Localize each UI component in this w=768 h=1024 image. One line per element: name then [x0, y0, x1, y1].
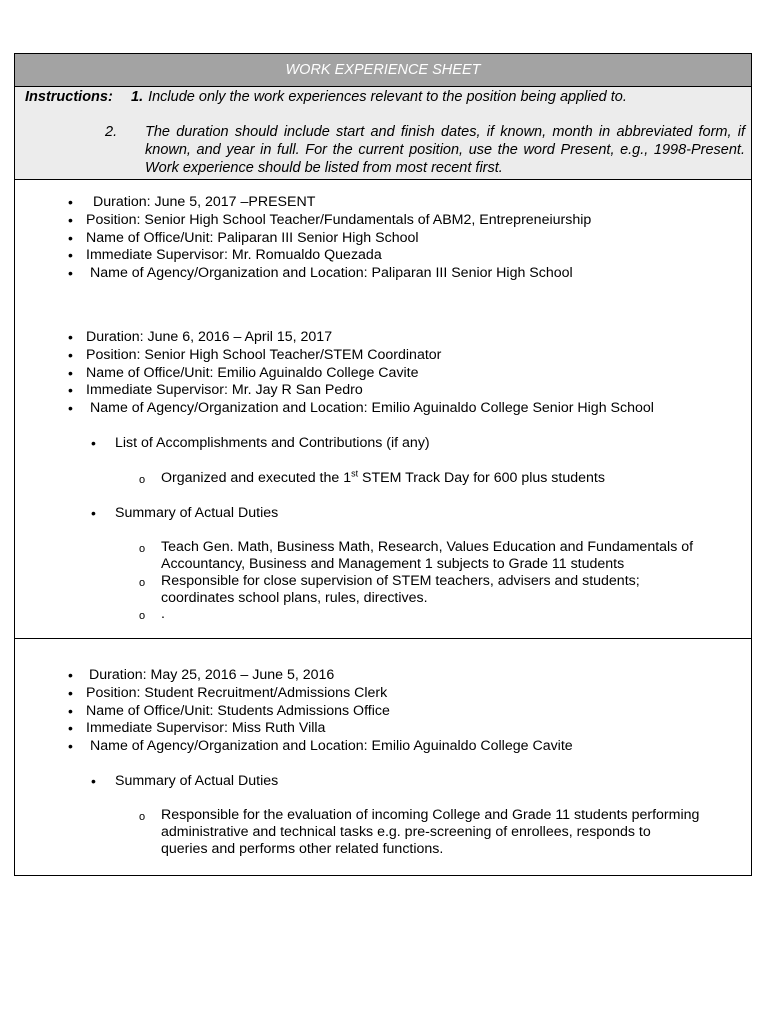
instructions-box: [15, 87, 751, 180]
duty-item: o Responsible for close supervision of STEM teachers, advisers and students; coordinates school plans, rules, directives.: [161, 573, 701, 607]
entry-position: • Position: Student Recruitment/Admissions Clerk: [15, 685, 573, 703]
experience-section-1: [15, 180, 751, 639]
duties-heading: • Summary of Actual Duties: [115, 505, 278, 523]
entry-office: • Name of Office/Unit: Paliparan III Senior High School: [15, 230, 591, 248]
sheet-title: WORK EXPERIENCE SHEET: [15, 54, 751, 87]
accomplishments-heading: • List of Accomplishments and Contributions (if any): [115, 435, 430, 453]
entry-office: • Name of Office/Unit: Emilio Aguinaldo College Cavite: [15, 365, 654, 383]
experience-entry-1: [15, 194, 591, 283]
experience-section-2: [15, 639, 751, 875]
duty-trailing-period: o .: [161, 606, 181, 623]
entry-supervisor: • Immediate Supervisor: Mr. Romualdo Quezada: [15, 247, 591, 265]
duty-item: o Teach Gen. Math, Business Math, Research, Values Education and Fundamentals of Accountancy, Business and Management 1 subjects to Grade 11 students: [161, 539, 751, 573]
entry-duration: • Duration: June 6, 2016 – April 15, 2017: [15, 329, 654, 347]
entry-agency: • Name of Agency/Organization and Location: Paliparan III Senior High School: [15, 265, 591, 283]
instruction-1: 1. Include only the work experiences relevant to the position being applied to.: [131, 89, 627, 105]
entry-office: • Name of Office/Unit: Students Admissions Office: [15, 703, 573, 721]
duty-item: o Responsible for the evaluation of incoming College and Grade 11 students performing administrative and technical tasks e.g. pre-screening of enrollees, responds to queries and performs other related functions.: [161, 807, 701, 858]
entry-agency: • Name of Agency/Organization and Location: Emilio Aguinaldo College Senior High School: [15, 400, 654, 418]
entry-agency: • Name of Agency/Organization and Location: Emilio Aguinaldo College Cavite: [15, 738, 573, 756]
entry-supervisor: • Immediate Supervisor: Miss Ruth Villa: [15, 720, 573, 738]
instructions-label: Instructions:: [25, 89, 113, 105]
work-experience-sheet: [14, 53, 752, 876]
experience-entry-3: [15, 667, 573, 756]
entry-position: • Position: Senior High School Teacher/Fundamentals of ABM2, Entrepreneiurship: [15, 212, 591, 230]
experience-entry-2: [15, 329, 654, 418]
entry-supervisor: • Immediate Supervisor: Mr. Jay R San Pedro: [15, 382, 654, 400]
entry-duration: • Duration: May 25, 2016 – June 5, 2016: [15, 667, 573, 685]
duties-heading: • Summary of Actual Duties: [115, 773, 278, 791]
entry-duration: • Duration: June 5, 2017 –PRESENT: [15, 194, 591, 212]
accomplishment-item: o Organized and executed the 1st STEM Track Day for 600 plus students: [161, 470, 751, 487]
instruction-2: 2. The duration should include start and finish dates, if known, month in abbreviated form, if known, and year in full. For the current position, use the word Present, e.g., 1998-Present. Work experience should be listed from most recent first.: [105, 124, 745, 176]
entry-position: • Position: Senior High School Teacher/STEM Coordinator: [15, 347, 654, 365]
